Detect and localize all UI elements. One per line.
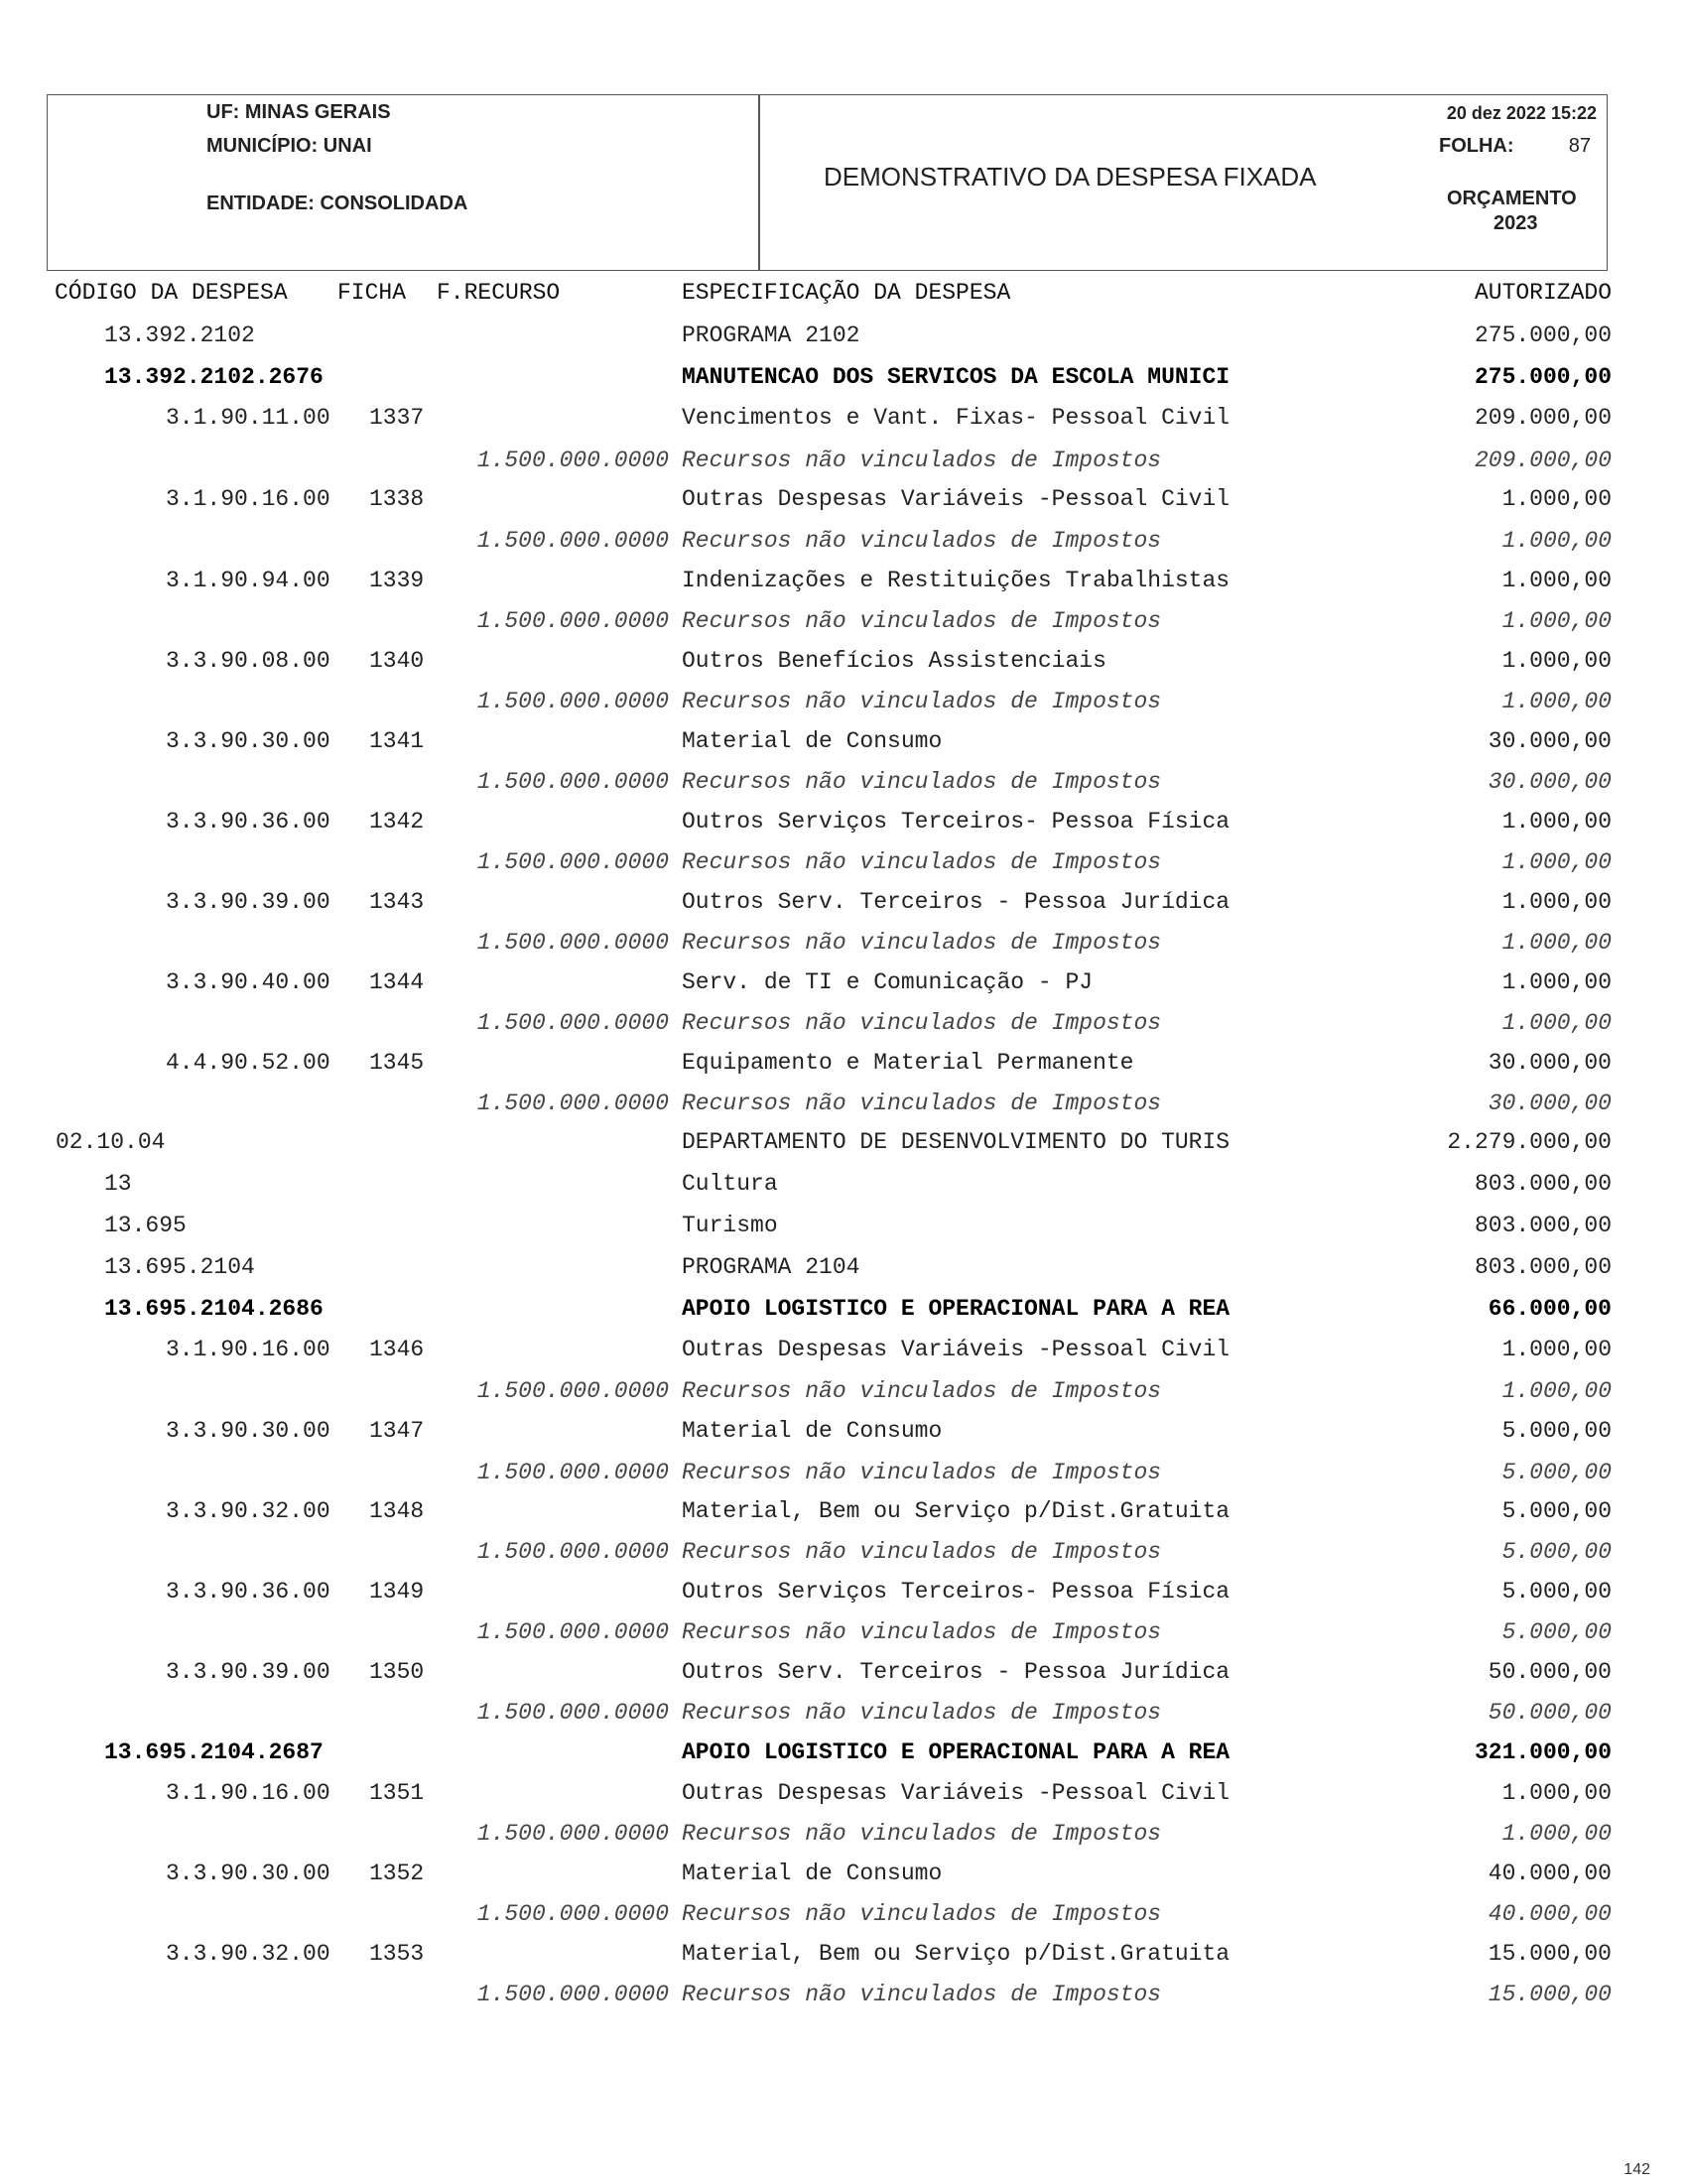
row-recurso-code: 1.500.000.0000 xyxy=(476,1821,669,1847)
row-code: 13.695.2104.2687 xyxy=(104,1739,324,1765)
recurso-row xyxy=(0,608,1688,648)
row-specification: Recursos não vinculados de Impostos xyxy=(682,1901,1162,1927)
table-row xyxy=(0,1659,1688,1699)
row-recurso-code: 1.500.000.0000 xyxy=(476,1700,669,1726)
row-authorized-value: 1.000,00 xyxy=(1501,486,1612,512)
row-code: 3.3.90.36.00 xyxy=(166,809,330,835)
row-authorized-value: 1.000,00 xyxy=(1501,849,1612,875)
row-code: 13.392.2102.2676 xyxy=(104,364,324,390)
row-code: 4.4.90.52.00 xyxy=(166,1050,330,1076)
header-divider xyxy=(758,94,760,271)
col-recurso: F.RECURSO xyxy=(437,280,561,306)
row-authorized-value: 1.000,00 xyxy=(1501,528,1612,554)
row-recurso-code: 1.500.000.0000 xyxy=(476,1982,669,2007)
row-specification: Recursos não vinculados de Impostos xyxy=(682,528,1162,554)
col-ficha: FICHA xyxy=(337,280,407,306)
row-authorized-value: 1.000,00 xyxy=(1501,648,1612,674)
row-specification: Recursos não vinculados de Impostos xyxy=(682,769,1162,795)
row-specification: Outros Serviços Terceiros- Pessoa Física xyxy=(682,1579,1231,1605)
row-authorized-value: 30.000,00 xyxy=(1488,728,1612,754)
row-ficha: 1352 xyxy=(369,1861,425,1886)
row-code: 3.1.90.16.00 xyxy=(166,1780,330,1806)
row-ficha: 1339 xyxy=(369,568,425,593)
folha-label: FOLHA: xyxy=(1439,135,1514,157)
row-code: 3.1.90.16.00 xyxy=(166,486,330,512)
row-specification: Material de Consumo xyxy=(682,1861,943,1886)
row-ficha: 1346 xyxy=(369,1337,425,1362)
row-code: 3.3.90.39.00 xyxy=(166,889,330,915)
row-authorized-value: 15.000,00 xyxy=(1488,1982,1612,2007)
recurso-row xyxy=(0,1539,1688,1579)
row-ficha: 1349 xyxy=(369,1579,425,1605)
row-specification: Outros Benefícios Assistenciais xyxy=(682,648,1106,674)
row-authorized-value: 275.000,00 xyxy=(1474,322,1612,348)
row-authorized-value: 1.000,00 xyxy=(1501,1378,1612,1404)
row-recurso-code: 1.500.000.0000 xyxy=(476,769,669,795)
row-recurso-code: 1.500.000.0000 xyxy=(476,1619,669,1645)
row-ficha: 1343 xyxy=(369,889,425,915)
row-authorized-value: 1.000,00 xyxy=(1501,930,1612,956)
table-row xyxy=(0,1498,1688,1538)
table-row xyxy=(0,568,1688,607)
table-row xyxy=(0,364,1688,404)
row-specification: Recursos não vinculados de Impostos xyxy=(682,849,1162,875)
row-authorized-value: 1.000,00 xyxy=(1501,608,1612,634)
table-row xyxy=(0,1739,1688,1779)
row-specification: PROGRAMA 2102 xyxy=(682,322,860,348)
row-specification: Material, Bem ou Serviço p/Dist.Gratuita xyxy=(682,1498,1231,1524)
row-ficha: 1345 xyxy=(369,1050,425,1076)
row-specification: Recursos não vinculados de Impostos xyxy=(682,1378,1162,1404)
row-recurso-code: 1.500.000.0000 xyxy=(476,1460,669,1485)
uf-label: UF: MINAS GERAIS xyxy=(206,101,391,123)
recurso-row xyxy=(0,1821,1688,1861)
row-specification: Material, Bem ou Serviço p/Dist.Gratuita xyxy=(682,1941,1231,1967)
row-specification: Recursos não vinculados de Impostos xyxy=(682,1091,1162,1116)
recurso-row xyxy=(0,849,1688,889)
row-recurso-code: 1.500.000.0000 xyxy=(476,528,669,554)
table-row xyxy=(0,1941,1688,1981)
row-authorized-value: 5.000,00 xyxy=(1501,1418,1612,1444)
row-ficha: 1348 xyxy=(369,1498,425,1524)
row-specification: Outras Despesas Variáveis -Pessoal Civil xyxy=(682,1337,1231,1362)
recurso-row xyxy=(0,930,1688,969)
row-code: 3.3.90.40.00 xyxy=(166,969,330,995)
row-specification: Recursos não vinculados de Impostos xyxy=(682,1539,1162,1565)
recurso-row xyxy=(0,1619,1688,1659)
row-code: 3.3.90.36.00 xyxy=(166,1579,330,1605)
col-codigo: CÓDIGO DA DESPESA xyxy=(55,280,288,306)
row-recurso-code: 1.500.000.0000 xyxy=(476,448,669,473)
row-authorized-value: 1.000,00 xyxy=(1501,889,1612,915)
row-specification: PROGRAMA 2104 xyxy=(682,1254,860,1280)
row-code: 3.3.90.32.00 xyxy=(166,1941,330,1967)
recurso-row xyxy=(0,1901,1688,1941)
row-authorized-value: 30.000,00 xyxy=(1488,1091,1612,1116)
row-specification: DEPARTAMENTO DE DESENVOLVIMENTO DO TURIS xyxy=(682,1129,1231,1155)
row-ficha: 1341 xyxy=(369,728,425,754)
row-code: 3.3.90.32.00 xyxy=(166,1498,330,1524)
row-specification: Recursos não vinculados de Impostos xyxy=(682,1460,1162,1485)
row-specification: Recursos não vinculados de Impostos xyxy=(682,448,1162,473)
row-recurso-code: 1.500.000.0000 xyxy=(476,1901,669,1927)
row-code: 02.10.04 xyxy=(56,1129,166,1155)
row-ficha: 1340 xyxy=(369,648,425,674)
row-specification: APOIO LOGISTICO E OPERACIONAL PARA A REA xyxy=(682,1739,1231,1765)
row-authorized-value: 209.000,00 xyxy=(1474,405,1612,431)
row-authorized-value: 1.000,00 xyxy=(1501,969,1612,995)
row-specification: Cultura xyxy=(682,1171,778,1197)
table-row xyxy=(0,1418,1688,1458)
row-specification: Equipamento e Material Permanente xyxy=(682,1050,1134,1076)
recurso-row xyxy=(0,1982,1688,2021)
recurso-row xyxy=(0,1010,1688,1050)
row-recurso-code: 1.500.000.0000 xyxy=(476,1378,669,1404)
row-specification: Recursos não vinculados de Impostos xyxy=(682,1619,1162,1645)
table-row xyxy=(0,1129,1688,1169)
page-number: 142 xyxy=(1623,2161,1650,2178)
row-ficha: 1342 xyxy=(369,809,425,835)
row-code: 3.1.90.94.00 xyxy=(166,568,330,593)
row-specification: Outras Despesas Variáveis -Pessoal Civil xyxy=(682,1780,1231,1806)
recurso-row xyxy=(0,1378,1688,1418)
row-authorized-value: 1.000,00 xyxy=(1501,1337,1612,1362)
row-code: 3.3.90.30.00 xyxy=(166,728,330,754)
row-recurso-code: 1.500.000.0000 xyxy=(476,608,669,634)
row-code: 13 xyxy=(104,1171,132,1197)
orcamento-year: 2023 xyxy=(1493,212,1538,234)
recurso-row xyxy=(0,1091,1688,1130)
recurso-row xyxy=(0,1700,1688,1739)
table-row xyxy=(0,969,1688,1009)
row-specification: Material de Consumo xyxy=(682,1418,943,1444)
recurso-row xyxy=(0,689,1688,728)
row-specification: Turismo xyxy=(682,1213,778,1238)
row-authorized-value: 321.000,00 xyxy=(1474,1739,1612,1765)
report-title: DEMONSTRATIVO DA DESPESA FIXADA xyxy=(824,162,1317,192)
folha-value: 87 xyxy=(1568,135,1591,157)
table-row xyxy=(0,322,1688,362)
row-authorized-value: 40.000,00 xyxy=(1488,1861,1612,1886)
row-specification: Recursos não vinculados de Impostos xyxy=(682,1010,1162,1036)
row-specification: Indenizações e Restituições Trabalhistas xyxy=(682,568,1231,593)
row-authorized-value: 1.000,00 xyxy=(1501,1780,1612,1806)
row-code: 13.695.2104 xyxy=(104,1254,255,1280)
row-authorized-value: 5.000,00 xyxy=(1501,1539,1612,1565)
row-specification: Material de Consumo xyxy=(682,728,943,754)
table-row xyxy=(0,405,1688,445)
row-specification: Recursos não vinculados de Impostos xyxy=(682,1700,1162,1726)
table-row xyxy=(0,1254,1688,1294)
row-ficha: 1338 xyxy=(369,486,425,512)
row-recurso-code: 1.500.000.0000 xyxy=(476,1091,669,1116)
row-specification: Vencimentos e Vant. Fixas- Pessoal Civil xyxy=(682,405,1231,431)
table-row xyxy=(0,1171,1688,1211)
row-recurso-code: 1.500.000.0000 xyxy=(476,930,669,956)
row-authorized-value: 1.000,00 xyxy=(1501,1821,1612,1847)
row-recurso-code: 1.500.000.0000 xyxy=(476,1010,669,1036)
row-code: 13.392.2102 xyxy=(104,322,255,348)
row-ficha: 1350 xyxy=(369,1659,425,1685)
row-authorized-value: 40.000,00 xyxy=(1488,1901,1612,1927)
table-row xyxy=(0,1050,1688,1090)
row-code: 13.695.2104.2686 xyxy=(104,1296,324,1322)
row-authorized-value: 5.000,00 xyxy=(1501,1460,1612,1485)
row-code: 3.1.90.11.00 xyxy=(166,405,330,431)
row-specification: Outros Serv. Terceiros - Pessoa Jurídica xyxy=(682,889,1231,915)
row-authorized-value: 66.000,00 xyxy=(1488,1296,1612,1322)
recurso-row xyxy=(0,769,1688,809)
row-recurso-code: 1.500.000.0000 xyxy=(476,849,669,875)
row-authorized-value: 5.000,00 xyxy=(1501,1619,1612,1645)
row-code: 3.3.90.30.00 xyxy=(166,1861,330,1886)
row-recurso-code: 1.500.000.0000 xyxy=(476,689,669,714)
row-specification: Outras Despesas Variáveis -Pessoal Civil xyxy=(682,486,1231,512)
row-authorized-value: 209.000,00 xyxy=(1474,448,1612,473)
row-specification: Recursos não vinculados de Impostos xyxy=(682,1982,1162,2007)
row-authorized-value: 2.279.000,00 xyxy=(1447,1129,1612,1155)
row-authorized-value: 30.000,00 xyxy=(1488,1050,1612,1076)
table-row xyxy=(0,1213,1688,1252)
row-ficha: 1347 xyxy=(369,1418,425,1444)
row-authorized-value: 1.000,00 xyxy=(1501,809,1612,835)
col-especificacao: ESPECIFICAÇÃO DA DESPESA xyxy=(682,280,1011,306)
table-row xyxy=(0,728,1688,768)
table-row xyxy=(0,648,1688,688)
row-authorized-value: 1.000,00 xyxy=(1501,1010,1612,1036)
row-code: 3.3.90.30.00 xyxy=(166,1418,330,1444)
row-specification: MANUTENCAO DOS SERVICOS DA ESCOLA MUNICI xyxy=(682,364,1231,390)
table-row xyxy=(0,1296,1688,1336)
row-specification: Recursos não vinculados de Impostos xyxy=(682,608,1162,634)
row-authorized-value: 803.000,00 xyxy=(1474,1254,1612,1280)
row-code: 3.1.90.16.00 xyxy=(166,1337,330,1362)
row-authorized-value: 1.000,00 xyxy=(1501,568,1612,593)
row-recurso-code: 1.500.000.0000 xyxy=(476,1539,669,1565)
row-ficha: 1344 xyxy=(369,969,425,995)
row-authorized-value: 5.000,00 xyxy=(1501,1498,1612,1524)
row-specification: Recursos não vinculados de Impostos xyxy=(682,689,1162,714)
row-specification: Recursos não vinculados de Impostos xyxy=(682,930,1162,956)
row-authorized-value: 275.000,00 xyxy=(1474,364,1612,390)
row-authorized-value: 50.000,00 xyxy=(1488,1659,1612,1685)
orcamento-label: ORÇAMENTO xyxy=(1447,188,1577,209)
table-row xyxy=(0,1337,1688,1376)
table-row xyxy=(0,889,1688,929)
row-code: 13.695 xyxy=(104,1213,187,1238)
row-authorized-value: 50.000,00 xyxy=(1488,1700,1612,1726)
row-ficha: 1353 xyxy=(369,1941,425,1967)
table-row xyxy=(0,1579,1688,1618)
col-autorizado: AUTORIZADO xyxy=(1474,280,1612,306)
row-authorized-value: 803.000,00 xyxy=(1474,1213,1612,1238)
row-ficha: 1337 xyxy=(369,405,425,431)
row-authorized-value: 15.000,00 xyxy=(1488,1941,1612,1967)
row-specification: Outros Serv. Terceiros - Pessoa Jurídica xyxy=(682,1659,1231,1685)
municipio-label: MUNICÍPIO: UNAI xyxy=(206,135,372,157)
recurso-row xyxy=(0,448,1688,487)
report-datetime: 20 dez 2022 15:22 xyxy=(1446,103,1597,123)
entidade-label: ENTIDADE: CONSOLIDADA xyxy=(206,193,468,214)
table-row xyxy=(0,486,1688,526)
recurso-row xyxy=(0,528,1688,568)
table-row xyxy=(0,1780,1688,1820)
row-code: 3.3.90.39.00 xyxy=(166,1659,330,1685)
row-specification: Recursos não vinculados de Impostos xyxy=(682,1821,1162,1847)
row-specification: APOIO LOGISTICO E OPERACIONAL PARA A REA xyxy=(682,1296,1231,1322)
row-code: 3.3.90.08.00 xyxy=(166,648,330,674)
row-specification: Outros Serviços Terceiros- Pessoa Física xyxy=(682,809,1231,835)
table-row xyxy=(0,809,1688,848)
row-ficha: 1351 xyxy=(369,1780,425,1806)
table-row xyxy=(0,1861,1688,1900)
recurso-row xyxy=(0,1460,1688,1499)
row-specification: Serv. de TI e Comunicação - PJ xyxy=(682,969,1094,995)
row-authorized-value: 30.000,00 xyxy=(1488,769,1612,795)
row-authorized-value: 5.000,00 xyxy=(1501,1579,1612,1605)
row-authorized-value: 1.000,00 xyxy=(1501,689,1612,714)
row-authorized-value: 803.000,00 xyxy=(1474,1171,1612,1197)
